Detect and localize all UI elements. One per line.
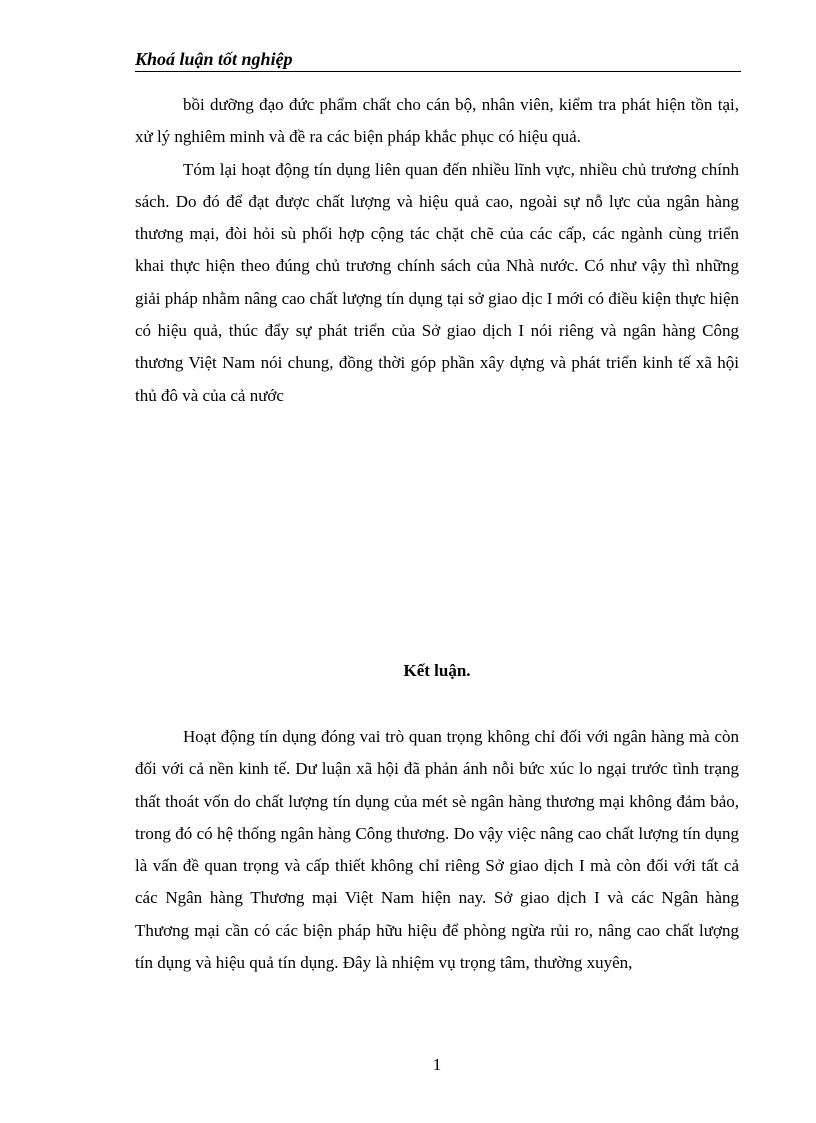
- page-header: [135, 48, 741, 72]
- paragraph-continuation: bồi dưỡng đạo đức phẩm chất cho cán bộ, nhân viên, kiểm tra phát hiện tồn tại, xử lý nghiêm minh và đề ra các biện pháp khắc phục có hiệu quả.: [135, 95, 739, 147]
- page-number: 1: [432, 1055, 442, 1074]
- body-text-conclusion: [135, 721, 739, 979]
- paragraph-summary: Tóm lại hoạt động tín dụng liên quan đến nhiều lĩnh vực, nhiều chủ trương chính sách. Do đó để đạt được chất lượng và hiệu quả cao, ngoài sự nỗ lực của ngân hàng thương mại, đòi hỏi sù phối hợp cộng tác chặt chẽ của các cấp, các ngành cùng triển khai thực hiện theo đúng chủ trương chính sách của Nhà nước. Có như vậy thì những giải pháp nhằm nâng cao chất lượng tín dụng tại sở giao dịc I mới có điều kiện thực hiện có hiệu quả, thúc đẩy sự phát triển của Sở giao dịch I nói riêng và ngân hàng Công thương Việt Nam nói chung, đồng thời góp phần xây dựng và phát triển kinh tế xã hội thủ đô và của cả nước: [135, 159, 739, 405]
- section-heading: Kết luận.: [403, 661, 471, 680]
- header-title: Khoá luận tốt nghiệp: [135, 49, 293, 69]
- body-text-top: [135, 89, 739, 412]
- paragraph-conclusion: Hoạt động tín dụng đóng vai trò quan trọng không chỉ đối với ngân hàng mà còn đối với cả nền kinh tế. Dư luận xã hội đã phản ánh nỗi bức xúc lo ngại trước tình trạng thất thoát vốn do chất lượng tín dụng của mét sè ngân hàng thương mại không đảm bảo, trong đó có hệ thống ngân hàng Công thương. Do vậy việc nâng cao chất lượng tín dụng là vấn đề quan trọng và cấp thiết không chỉ riêng Sở giao dịch I mà còn đối với tất cả các Ngân hàng Thương mại Việt Nam hiện nay. Sở giao dịch I và các Ngân hàng Thương mại cần có các biện pháp hữu hiệu để phòng ngừa rủi ro, nâng cao chất lượng tín dụng và hiệu quả tín dụng. Đây là nhiệm vụ trọng tâm, thường xuyên,: [135, 727, 739, 973]
